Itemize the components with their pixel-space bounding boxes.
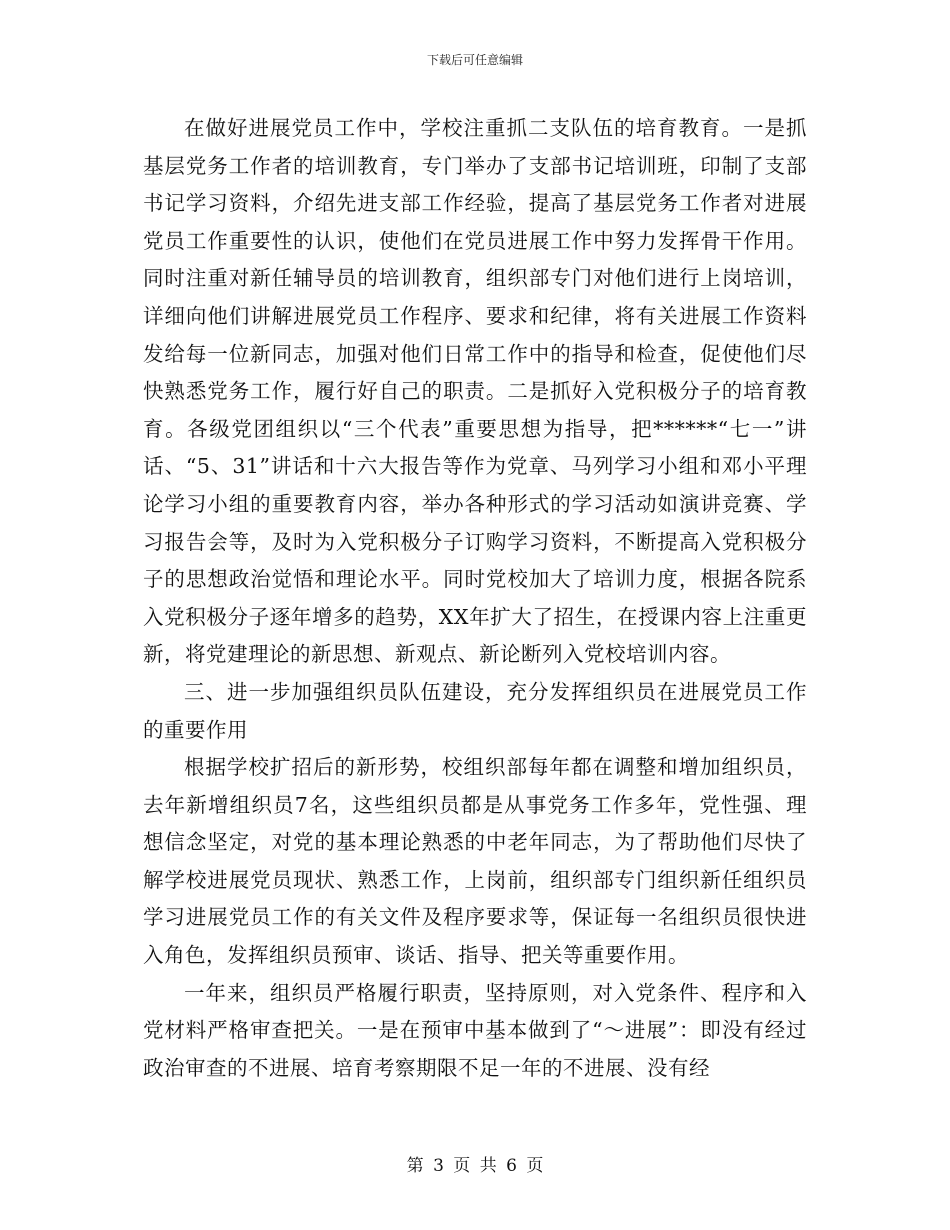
- document-body: [143, 110, 807, 1087]
- page-header: 下载后可任意编辑: [426, 53, 523, 67]
- paragraph: 根据学校扩招后的新形势，校组织部每年都在调整和增加组织员，去年新增组织员7名，这些组织员都是从事党务工作多年，党性强、理想信念坚定，对党的基本理论熟悉的中老年同志，为了帮助他们尽快了解学校进展党员现状、熟悉工作，上岗前，组织部专门组织新任组织员学习进展党员工作的有关文件及程序要求等，保证每一名组织员很快进入角色，发挥组织员预审、谈话、指导、把关等重要作用。: [143, 755, 807, 968]
- paragraph: 在做好进展党员工作中，学校注重抓二支队伍的培育教育。一是抓基层党务工作者的培训教育，专门举办了支部书记培训班，印制了支部书记学习资料，介绍先进支部工作经验，提高了基层党务工作者对进展党员工作重要性的认识，使他们在党员进展工作中努力发挥骨干作用。同时注重对新任辅导员的培训教育，组织部专门对他们进行上岗培训，详细向他们讲解进展党员工作程序、要求和纪律，将有关进展工作资料发给每一位新同志，加强对他们日常工作中的指导和检查，促使他们尽快熟悉党务工作，履行好自己的职责。二是抓好入党积极分子的培育教育。各级党团组织以“三个代表”重要思想为指导，把******“七一”讲话、“5、31”讲话和十六大报告等作为党章、马列学习小组和邓小平理论学习小组的重要教育内容，举办各种形式的学习活动如演讲竞赛、学习报告会等，及时为入党积极分子订购学习资料，不断提高入党积极分子的思想政治觉悟和理论水平。同时党校加大了培训力度，根据各院系入党积极分子逐年增多的趋势，XX年扩大了招生，在授课内容上注重更新，将党建理论的新思想、新观点、新论断列入党校培训内容。: [143, 116, 807, 667]
- section-heading: 三、进一步加强组织员队伍建设，充分发挥组织员在进展党员工作的重要作用: [143, 679, 807, 742]
- page-number-footer: 第 3 页 共 6 页: [406, 1156, 544, 1176]
- paragraph: 一年来，组织员严格履行职责，坚持原则，对入党条件、程序和入党材料严格审查把关。一是在预审中基本做到了“～进展”：即没有经过政治审查的不进展、培育考察期限不足一年的不进展、没有经: [143, 980, 807, 1080]
